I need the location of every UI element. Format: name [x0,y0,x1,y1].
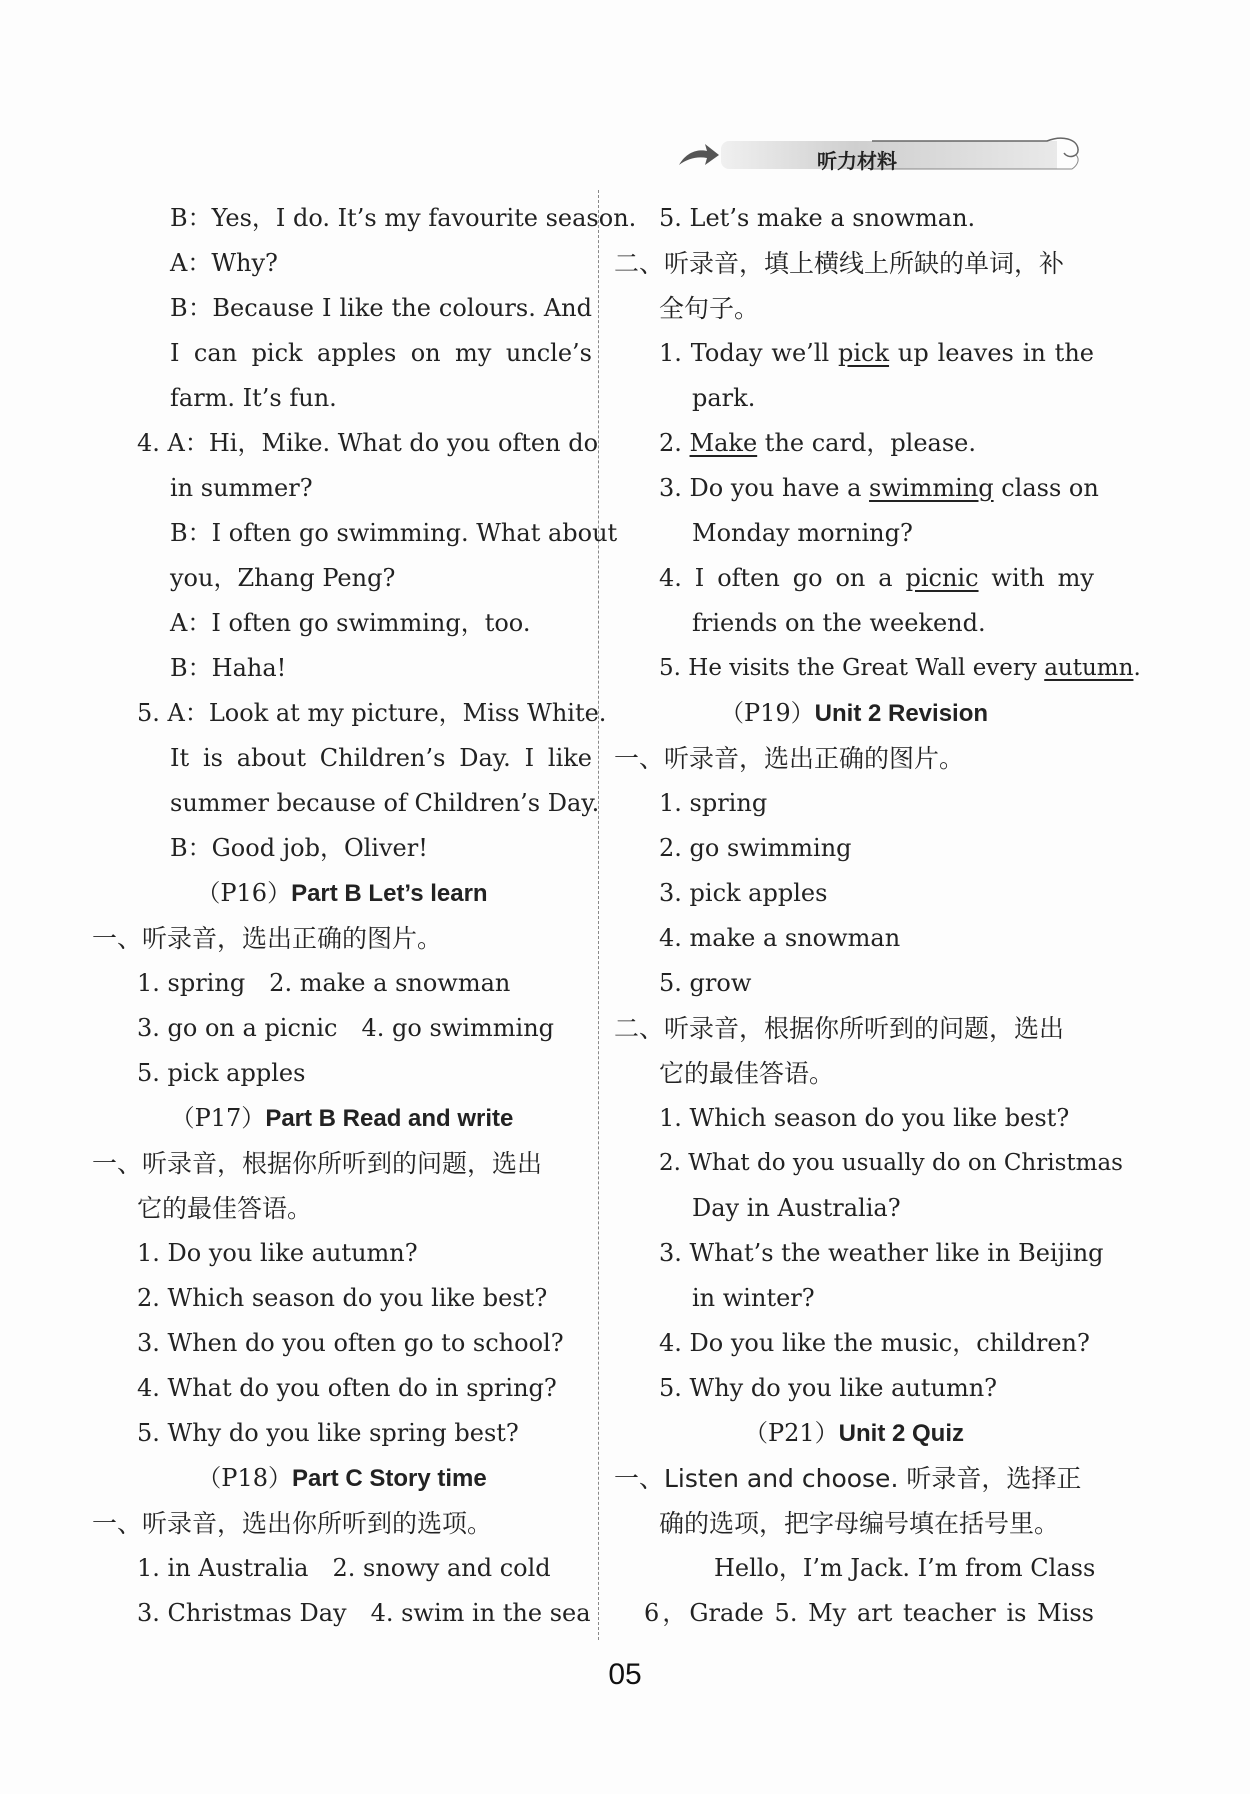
text-line [659,421,1094,466]
text-line [659,646,1141,691]
text-part: 1. Today we’ll [659,339,839,367]
text-line: Monday morning? [692,519,913,547]
text-line: 4. make a snowman [659,924,901,952]
arrow-icon [677,141,721,171]
instruction: 它的最佳答语。 [137,1194,313,1223]
text-line: B：Good job，Oliver! [170,834,428,862]
text-line: A：I often go swimming，too. [170,609,531,637]
instruction: 一、听录音，选出正确的图片。 [614,744,965,773]
text-line: 4. A：Hi，Mike. What do you often do [137,429,599,457]
page-ref: （P18） [197,1464,292,1492]
column-divider [598,190,599,1640]
text-line [659,466,1099,511]
text-part: the card，please. [757,429,977,457]
text-line: park. [692,384,756,412]
filled-blank: autumn [1044,655,1134,681]
page-ref: （P21） [743,1419,839,1447]
text-part: 5. He visits the Great Wall every [659,655,1045,681]
text-line: 5. Why do you like autumn? [659,1374,998,1402]
filled-blank: Make [689,429,758,457]
text-part: 3. Do you have a [659,474,870,502]
section-heading [92,871,592,916]
text-line: I can pick apples on my uncle’s [170,339,592,367]
instruction: 确的选项，把字母编号填在括号里。 [659,1509,1060,1538]
text-line: 4. What do you often do in spring? [137,1374,557,1402]
text-part: with my [978,564,1094,592]
page-ref: （P16） [196,879,292,907]
text-line: you，Zhang Peng? [170,564,396,592]
text-line: 1. spring [659,789,768,817]
section-title: Part B Let’s learn [291,880,488,907]
text-line: 5. grow [659,969,752,997]
instruction: 二、听录音，根据你所听到的问题，选出 [614,1014,1065,1043]
text-line: Day in Australia? [692,1194,901,1222]
text-line: farm. It’s fun. [170,384,337,412]
page-header [677,135,1083,175]
text-line: 1. spring 2. make a snowman [137,969,511,997]
header-swirl-icon [872,135,1083,175]
text-line: It is about Children’s Day. I like [170,744,592,772]
text-line: in summer? [170,474,313,502]
text-line: 1. Which season do you like best? [659,1104,1070,1132]
page-number: 05 [608,1658,642,1691]
text-line: in winter? [692,1284,815,1312]
section-heading [92,1456,592,1501]
text-line: 6，Grade 5. My art teacher is Miss [644,1599,1094,1627]
section-heading [614,691,1094,736]
text-part: 4. I often go on a [659,564,906,592]
text-line: 5. Let’s make a snowman. [659,204,976,232]
text-part: up leaves in the [889,339,1094,367]
section-title: Part B Read and write [265,1105,514,1132]
instruction: 它的最佳答语。 [659,1059,835,1088]
text-part: class on [993,474,1099,502]
text-line: 5. Why do you like spring best? [137,1419,519,1447]
instruction: 一、听录音，选出你所听到的选项。 [92,1509,493,1538]
text-line: 1. in Australia 2. snowy and cold [137,1554,551,1582]
text-line: B：Because I like the colours. And [170,294,592,322]
text-line: B：Yes，I do. It’s my favourite season. [170,204,637,232]
instruction: 一、Listen and choose. 听录音，选择正 [614,1464,1082,1493]
section-title: Part C Story time [291,1465,487,1492]
instruction: 一、听录音，根据你所听到的问题，选出 [92,1149,543,1178]
text-line: B：I often go swimming. What about [170,519,618,547]
page-ref: （P17） [170,1104,266,1132]
filled-blank: picnic [905,564,979,592]
text-line [659,331,1094,376]
page-ref: （P19） [719,699,815,727]
text-line: friends on the weekend. [692,609,986,637]
section-heading [614,1411,1094,1456]
text-line [659,556,1094,601]
text-line: 1. Do you like autumn? [137,1239,418,1267]
text-line: A：Why? [170,249,278,277]
text-line: B：Haha! [170,654,287,682]
text-line: 3. go on a picnic 4. go swimming [137,1014,555,1042]
text-line: 3. Christmas Day 4. swim in the sea [137,1599,591,1627]
text-part: . [1133,655,1141,681]
text-line: 3. When do you often go to school? [137,1329,564,1357]
instruction: 二、听录音，填上横线上所缺的单词，补 [614,249,1065,278]
text-line: 5. pick apples [137,1059,306,1087]
text-line: 2. go swimming [659,834,852,862]
instruction: 全句子。 [659,294,760,323]
instruction: 一、听录音，选出正确的图片。 [92,924,443,953]
text-line: 4. Do you like the music，children? [659,1329,1090,1357]
text-line: summer because of Children’s Day. [170,789,600,817]
section-title: Unit 2 Quiz [838,1420,965,1447]
text-line: 2. What do you usually do on Christmas [659,1150,1123,1176]
header-title: 听力材料 [817,149,897,173]
text-line: 3. What’s the weather like in Beijing [659,1239,1104,1267]
text-line: 2. Which season do you like best? [137,1284,548,1312]
section-title: Unit 2 Revision [814,700,989,727]
text-line: 3. pick apples [659,879,828,907]
text-part: 2. [659,429,690,457]
section-heading [92,1096,592,1141]
text-line: Hello，I’m Jack. I’m from Class [714,1554,1096,1582]
filled-blank: swimming [869,474,994,502]
filled-blank: pick [838,339,890,367]
text-line: 5. A：Look at my picture，Miss White. [137,699,607,727]
